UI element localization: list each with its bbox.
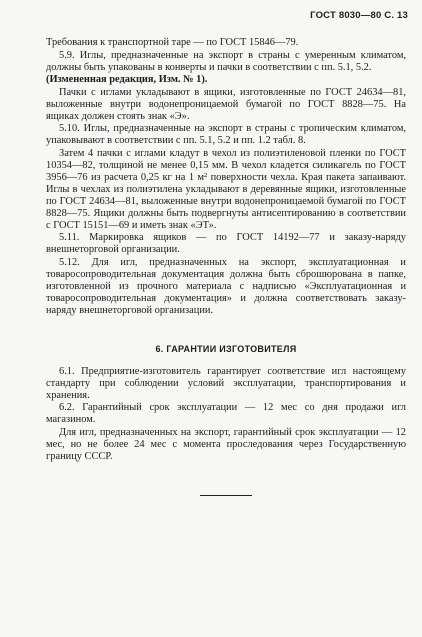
paragraph-packing-boxes: Пачки с иглами укладывают в ящики, изготовленные по ГОСТ 24634—81, выложенные внутри водонепроницаемой бумагой по ГОСТ 8828—75. На ящиках должен стоять знак «Э». (46, 86, 406, 122)
section-title: 6. ГАРАНТИИ ИЗГОТОВИТЕЛЯ (155, 343, 297, 354)
document-body (46, 37, 406, 496)
paragraph-6-1: 6.1. Предприятие-изготовитель гарантирует соответствие игл настоящему стандарту при соблюдении условий эксплуатации, транспортирования и хранения. (46, 365, 406, 401)
paragraph-6-2: 6.2. Гарантийный срок эксплуатации — 12 мес со дня продажи игл магазином. (46, 402, 406, 425)
end-divider (200, 495, 252, 496)
paragraph-transport-tare: Требования к транспортной таре — по ГОСТ 15846—79. (46, 37, 299, 48)
paragraph-5-12: 5.12. Для игл, предназначенных на экспорт, эксплуатационная и товаросопроводительная документация должна быть сброшюрована в папке, изготовленной из прочного материала с надписью «Эксплуатационная и товаросопроводительная документация» и должна соответствовать заказу-наряду внешнеторговой организации. (46, 256, 406, 316)
page-header: ГОСТ 8030—80 С. 13 (310, 10, 408, 21)
paragraph-export-warranty: Для игл, предназначенных на экспорт, гарантийный срок эксплуатации — 12 мес, но не более 24 мес с момента проследования через Государственную границу СССР. (46, 426, 406, 462)
paragraph-polyethylene-cover: Затем 4 пачки с иглами кладут в чехол из полиэтиленовой пленки по ГОСТ 10354—82, толщиной не менее 0,15 мм. В чехол кладется силикагель по ГОСТ 3956—76 из расчета 0,25 кг на 1 м² поверхности чехла. Края пакета запаивают. Иглы в чехлах из полиэтилена укладывают в деревянные ящики, изготовленные по ГОСТ 24634—81, выложенные внутри водонепроницаемой бумагой по ГОСТ 8828—75. Ящики должны быть подвергнуты антисептированию в соответствии с ГОСТ 15151—69 и иметь знак «ЭТ». (46, 147, 406, 231)
paragraph-5-9: 5.9. Иглы, предназначенные на экспорт в страны с умеренным климатом, должны быть упакованы в конверты и пачки в соответствии с пп. 5.1, 5.2. (46, 49, 406, 73)
amendment-note: (Измененная редакция, Изм. № 1). (46, 74, 208, 85)
paragraph-5-11: 5.11. Маркировка ящиков — по ГОСТ 14192—77 и заказу-наряду внешнеторговой организации. (46, 232, 406, 255)
paragraph-5-10: 5.10. Иглы, предназначенные на экспорт в страны с тропическим климатом, упаковывают в соответствии с пп. 5.1, 5.2 и пп. 1.2 табл. 8. (46, 123, 406, 146)
